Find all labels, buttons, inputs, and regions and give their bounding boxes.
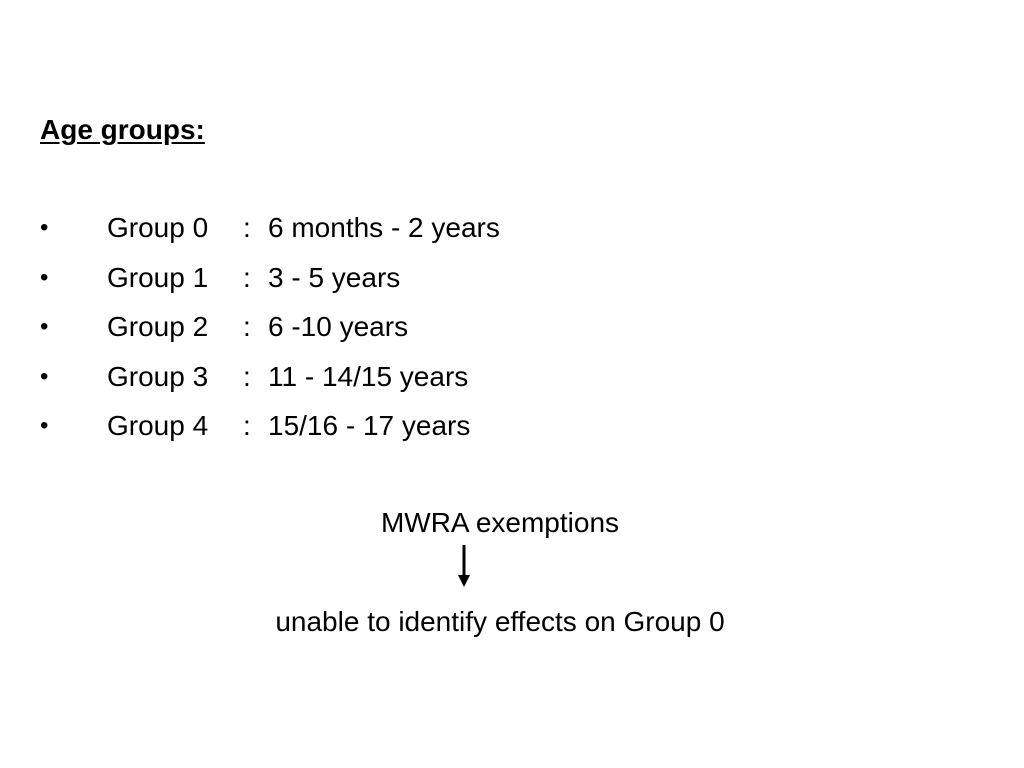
bullet-icon: • bbox=[40, 362, 49, 390]
group-separator: : bbox=[243, 360, 251, 392]
group-age-range: 3 - 5 years bbox=[268, 261, 401, 293]
group-name: Group 0 bbox=[107, 212, 209, 243]
bullet-icon: • bbox=[40, 263, 49, 291]
group-separator: : bbox=[243, 311, 251, 342]
arrow-down-icon bbox=[454, 545, 474, 587]
group-name: Group 2 bbox=[107, 311, 209, 342]
group-age-range: 6 -10 years bbox=[268, 311, 409, 342]
group-separator: : bbox=[243, 212, 251, 243]
slide-heading: Age groups: bbox=[40, 114, 205, 145]
bullet-icon: • bbox=[40, 412, 49, 439]
group-age-range: 6 months - 2 years bbox=[268, 212, 500, 243]
cause-text: MWRA exemptions bbox=[380, 507, 620, 538]
group-age-range: 11 - 14/15 years bbox=[268, 360, 469, 392]
group-name: Group 4 bbox=[107, 410, 209, 441]
group-name: Group 3 bbox=[107, 360, 209, 392]
group-separator: : bbox=[243, 261, 251, 293]
bullet-icon: • bbox=[40, 313, 49, 340]
bullet-icon: • bbox=[40, 214, 49, 241]
group-age-range: 15/16 - 17 years bbox=[268, 410, 471, 441]
group-name: Group 1 bbox=[107, 261, 209, 293]
group-separator: : bbox=[243, 410, 251, 441]
effect-text: unable to identify effects on Group 0 bbox=[275, 606, 725, 637]
